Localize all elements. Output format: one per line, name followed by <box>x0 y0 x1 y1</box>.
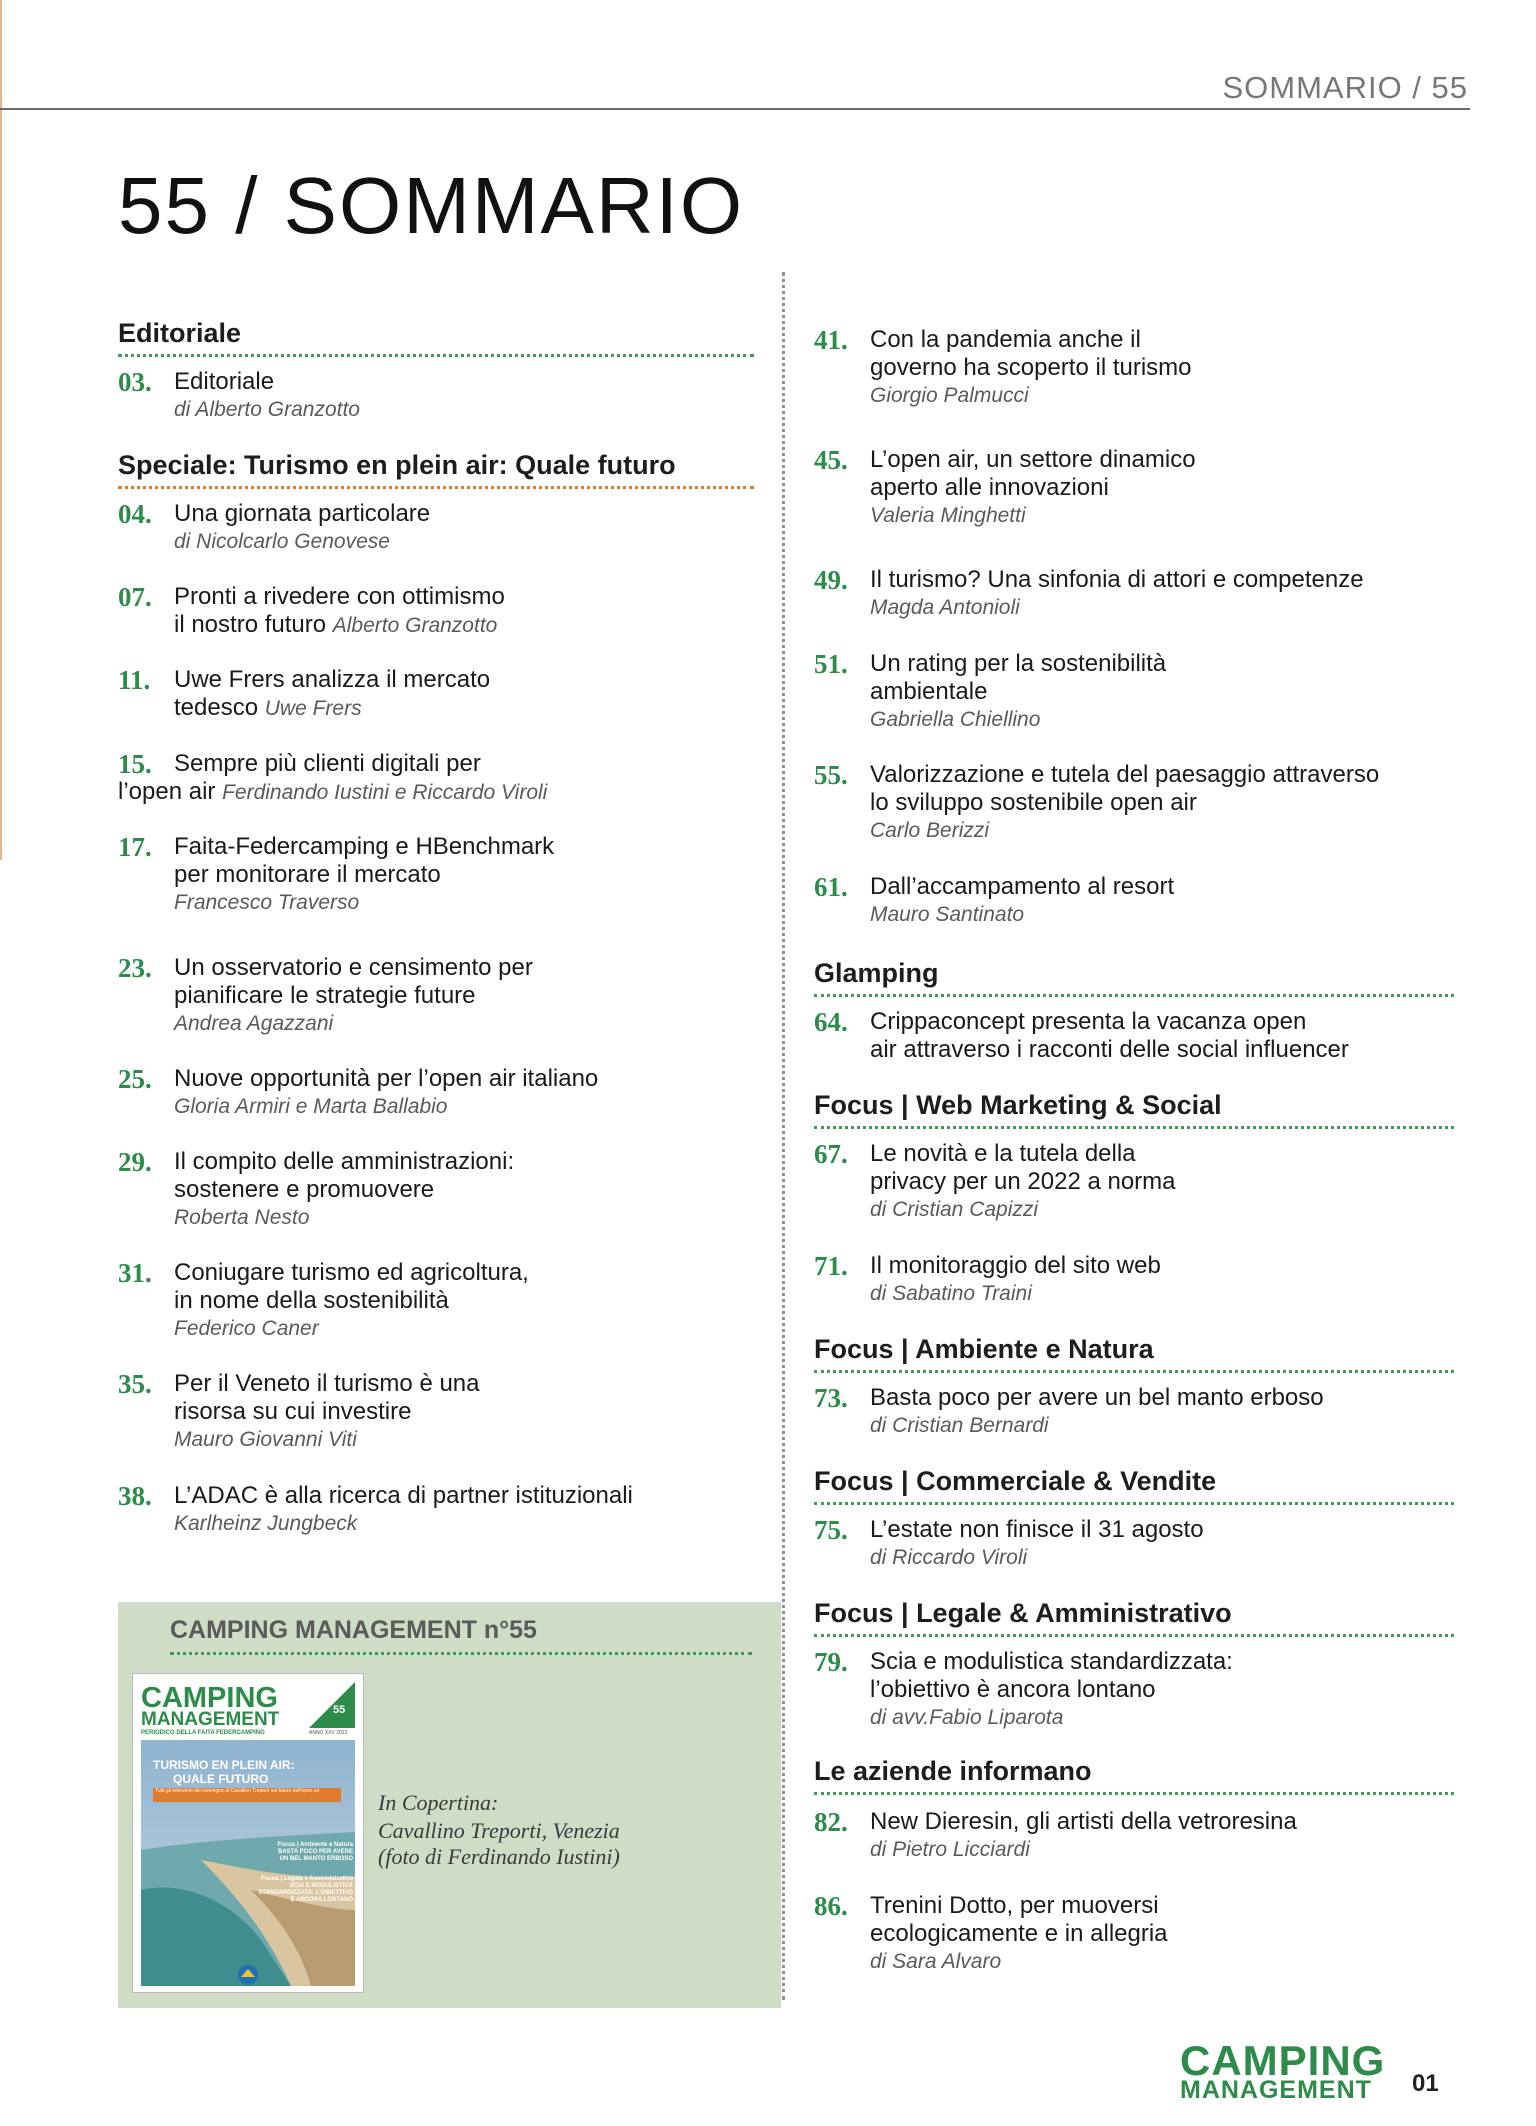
entry-author: Giorgio Palmucci <box>870 384 1029 407</box>
entry-title: Faita-Federcamping e HBenchmark <box>174 833 555 860</box>
section-title-web-marketing: Focus | Web Marketing & Social <box>814 1090 1222 1120</box>
entry-author: di Cristian Capizzi <box>870 1198 1039 1221</box>
entry-page-number: 79. <box>814 1647 848 1677</box>
entry-title: sostenere e promuovere <box>174 1176 435 1203</box>
entry-title: Il turismo? Una sinfonia di attori e competenze <box>870 566 1364 593</box>
entry-page-number: 35. <box>118 1369 152 1399</box>
entry-title: Un rating per la sostenibilità <box>870 650 1167 677</box>
cover-caption-label: In Copertina: <box>378 1790 499 1815</box>
entry-title: l’open air <box>118 778 216 805</box>
entry-page-number: 49. <box>814 565 848 595</box>
entry-page-number: 17. <box>118 832 152 862</box>
entry-title: per monitorare il mercato <box>174 861 441 888</box>
entry-title: Il compito delle amministrazioni: <box>174 1148 515 1175</box>
section-rule <box>814 1502 1454 1505</box>
section-rule <box>814 1792 1454 1795</box>
column-divider <box>782 272 785 2000</box>
cover-issue-triangle <box>309 1682 355 1728</box>
entry-author: di Pietro Licciardi <box>870 1838 1030 1861</box>
entry-title: L’ADAC è alla ricerca di partner istituzionali <box>174 1482 633 1509</box>
entry-title: pianificare le strategie future <box>174 982 476 1009</box>
cover-logo-line2: MANAGEMENT <box>141 1709 280 1730</box>
entry-author: Andrea Agazzani <box>174 1012 334 1035</box>
entry-author: Federico Caner <box>174 1317 319 1340</box>
entry-title: L’open air, un settore dinamico <box>870 446 1196 473</box>
entry-author: di Sabatino Traini <box>870 1282 1032 1305</box>
entry-page-number: 07. <box>118 582 152 612</box>
entry-title: in nome della sostenibilità <box>174 1287 449 1314</box>
entry-author: Roberta Nesto <box>174 1206 310 1229</box>
entry-author: di Sara Alvaro <box>870 1950 1002 1973</box>
entry-author: Gloria Armiri e Marta Ballabio <box>174 1095 448 1118</box>
section-rule <box>814 1370 1454 1373</box>
entry-title: Coniugare turismo ed agricoltura, <box>174 1259 529 1286</box>
page-title: 55 / SOMMARIO <box>118 161 745 250</box>
entry-author: di Riccardo Viroli <box>870 1546 1028 1569</box>
footer-logo-line2: MANAGEMENT <box>1180 2076 1372 2104</box>
entry-page-number: 64. <box>814 1007 848 1037</box>
running-head: SOMMARIO / 55 <box>1222 70 1468 105</box>
entry-author: di avv.Fabio Liparota <box>870 1706 1064 1729</box>
entry-title: Scia e modulistica standardizzata: <box>870 1648 1233 1675</box>
camping-management-logo <box>1180 2037 1386 2104</box>
entry-title: Una giornata particolare <box>174 500 431 527</box>
entry-title: ecologicamente e in allegria <box>870 1920 1168 1947</box>
cover-caption-line: (foto di Ferdinando Iustini) <box>378 1844 620 1869</box>
entry-title: Per il Veneto il turismo è una <box>174 1370 480 1397</box>
entry-title: aperto alle innovazioni <box>870 474 1109 501</box>
section-title-commerciale: Focus | Commerciale & Vendite <box>814 1466 1217 1496</box>
cover-focus-line: STANDARDIZZATA: L'OBIETTIVO <box>258 1890 353 1896</box>
entry-author: di Alberto Granzotto <box>174 398 360 421</box>
entry-page-number: 61. <box>814 872 848 902</box>
section-title-speciale: Speciale: Turismo en plein air: Quale futuro <box>118 450 676 480</box>
entry-page-number: 51. <box>814 649 848 679</box>
entry-title: Un osservatorio e censimento per <box>174 954 533 981</box>
cover-logo-line1: CAMPING <box>141 1682 278 1714</box>
section-rule <box>118 486 754 489</box>
entry-author: Francesco Traverso <box>174 891 360 914</box>
cover-box-title: CAMPING MANAGEMENT n°55 <box>170 1616 537 1644</box>
entry-author: Magda Antonioli <box>870 596 1020 619</box>
page-edge-stripe <box>0 0 2 860</box>
section-title-aziende: Le aziende informano <box>814 1756 1092 1786</box>
entry-page-number: 45. <box>814 445 848 475</box>
entry-title: privacy per un 2022 a norma <box>870 1168 1176 1195</box>
faita-logo-icon <box>237 1964 259 1986</box>
entry-page-number: 82. <box>814 1807 848 1837</box>
entry-author: Uwe Frers <box>264 697 362 720</box>
entry-author: Ferdinando Iustini e Riccardo Viroli <box>222 781 548 804</box>
section-title-legale: Focus | Legale & Amministrativo <box>814 1598 1232 1628</box>
cover-caption-line: Cavallino Treporti, Venezia <box>378 1818 620 1843</box>
entry-title: l’obiettivo è ancora lontano <box>870 1676 1156 1703</box>
entry-page-number: 04. <box>118 499 152 529</box>
entry-author: Alberto Granzotto <box>332 614 498 637</box>
entry-author: Carlo Berizzi <box>870 819 990 842</box>
toc-entry[interactable] <box>118 750 768 810</box>
entry-title: Valorizzazione e tutela del paesaggio attraverso <box>870 761 1380 788</box>
cover-focus-line: BASTA POCO PER AVERE <box>277 1849 353 1855</box>
entry-page-number: 75. <box>814 1515 848 1545</box>
cover-caption <box>378 1818 620 1870</box>
entry-author: Mauro Santinato <box>870 903 1025 926</box>
entry-page-number: 29. <box>118 1147 152 1177</box>
section-rule <box>814 1126 1454 1129</box>
entry-page-number: 41. <box>814 325 848 355</box>
entry-page-number: 67. <box>814 1139 848 1169</box>
entry-page-number: 11. <box>118 665 151 695</box>
entry-page-number: 86. <box>814 1891 848 1921</box>
entry-title: Uwe Frers analizza il mercato <box>174 666 491 693</box>
entry-author: Valeria Minghetti <box>870 504 1026 527</box>
cover-issue-number: 55 <box>333 1704 346 1716</box>
entry-title: Sempre più clienti digitali per <box>174 750 481 777</box>
section-title-editoriale: Editoriale <box>118 318 242 348</box>
entry-page-number: 71. <box>814 1251 848 1281</box>
section-rule <box>118 354 754 357</box>
entry-title: L’estate non finisce il 31 agosto <box>870 1516 1204 1543</box>
entry-title: lo sviluppo sostenibile open air <box>870 789 1197 816</box>
entry-author: di Nicolcarlo Genovese <box>174 530 390 553</box>
section-rule <box>814 994 1454 997</box>
entry-title: il nostro futuro <box>174 611 327 638</box>
entry-page-number: 31. <box>118 1258 152 1288</box>
entry-author: di Cristian Bernardi <box>870 1414 1049 1437</box>
entry-author: Mauro Giovanni Viti <box>174 1428 357 1451</box>
entry-title: risorsa su cui investire <box>174 1398 412 1425</box>
entry-title: Il monitoraggio del sito web <box>870 1252 1161 1279</box>
cover-headline: QUALE FUTURO <box>173 1772 269 1786</box>
entry-page-number: 15. <box>118 749 152 779</box>
section-rule <box>814 1634 1454 1637</box>
entry-title: ambientale <box>870 678 988 705</box>
entry-page-number: 03. <box>118 367 152 397</box>
entry-title: air attraverso i racconti delle social influencer <box>870 1036 1349 1063</box>
magazine-cover-image <box>132 1673 364 1993</box>
cover-subheadline: Tutti gli interventi del convegno di Cavallino Treporti sul futuro dell'open air <box>153 1788 341 1802</box>
cover-box-rule <box>170 1652 752 1655</box>
cover-focus-line: SCIA E MODULISTICA <box>289 1883 353 1889</box>
entry-title: Nuove opportunità per l’open air italiano <box>174 1065 599 1092</box>
entry-page-number: 73. <box>814 1383 848 1413</box>
entry-title: Pronti a rivedere con ottimismo <box>174 583 505 610</box>
header-rule <box>0 108 1470 110</box>
cover-tagline: PERIODICO DELLA FAITA FEDERCAMPING <box>141 1730 265 1736</box>
cover-focus-line: UN BEL MANTO ERBOSO <box>279 1856 353 1862</box>
entry-title: Trenini Dotto, per muoversi <box>870 1892 1159 1919</box>
entry-title: Le novità e la tutela della <box>870 1140 1136 1167</box>
page-number: 01 <box>1412 2070 1439 2097</box>
entry-page-number: 38. <box>118 1481 152 1511</box>
cover-headline: TURISMO EN PLEIN AIR: <box>153 1758 295 1772</box>
cover-date: ANNO XXV 2022 <box>309 1730 348 1736</box>
entry-author: Gabriella Chiellino <box>870 708 1041 731</box>
entry-page-number: 23. <box>118 953 152 983</box>
entry-title: tedesco <box>174 694 259 721</box>
entry-title: New Dieresin, gli artisti della vetroresina <box>870 1808 1297 1835</box>
entry-page-number: 25. <box>118 1064 152 1094</box>
entry-title: Con la pandemia anche il <box>870 326 1141 353</box>
section-title-glamping: Glamping <box>814 958 939 988</box>
entry-author: Karlheinz Jungbeck <box>174 1512 358 1535</box>
entry-title: Editoriale <box>174 368 275 395</box>
entry-page-number: 55. <box>814 760 848 790</box>
cover-focus-title: Focus | Ambiente e Natura <box>277 1842 353 1848</box>
entry-title: Crippaconcept presenta la vacanza open <box>870 1008 1307 1035</box>
footer-logo-line1: CAMPING <box>1180 2037 1386 2084</box>
entry-title: Dall’accampamento al resort <box>870 873 1175 900</box>
section-title-ambiente: Focus | Ambiente e Natura <box>814 1334 1154 1364</box>
cover-focus-title: Focus | Legale e Amministrativo <box>261 1876 353 1882</box>
cover-focus-line: È ANCORA LONTANO <box>290 1897 353 1903</box>
entry-title: Basta poco per avere un bel manto erboso <box>870 1384 1324 1411</box>
entry-title: governo ha scoperto il turismo <box>870 354 1192 381</box>
